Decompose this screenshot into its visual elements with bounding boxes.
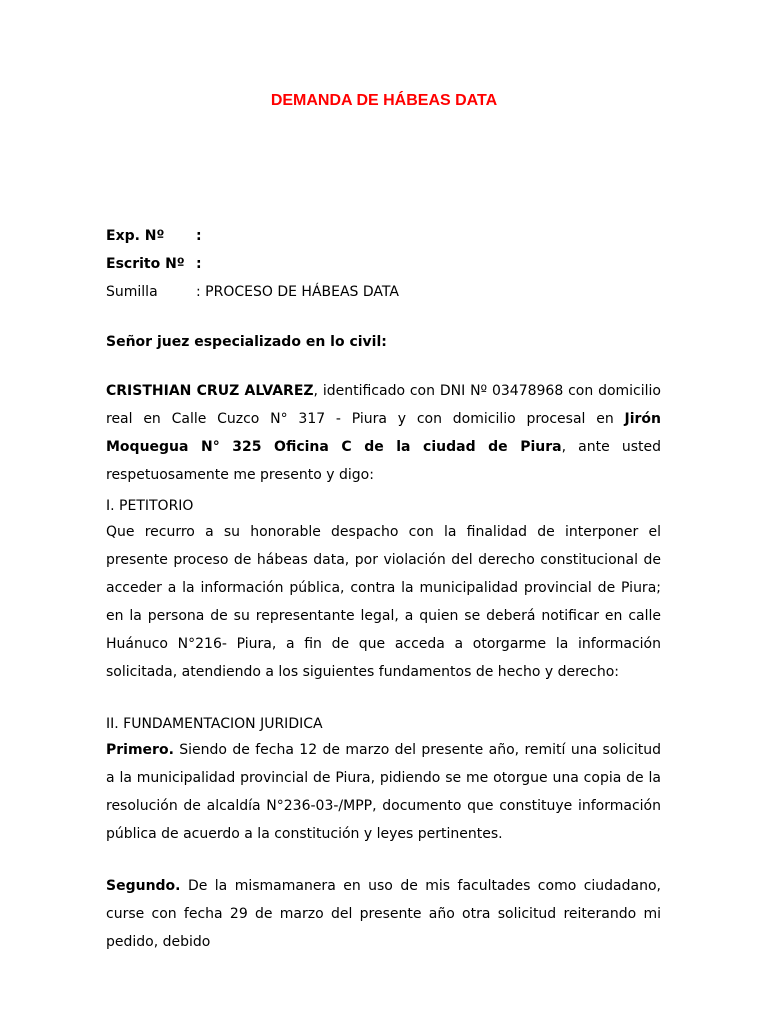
primero-paragraph <box>106 736 661 848</box>
procedural-address: Jirón Moquegua N° 325 Oficina C de la ciudad de Piura <box>106 411 661 455</box>
salutation: Señor juez especializado en lo civil: <box>106 334 387 350</box>
escrito-value: : <box>196 256 202 272</box>
segundo-text: De la mismamanera en uso de mis facultades como ciudadano, curse con fecha 29 de marzo del presente año otra solicitud reiterando mi pedido, debido <box>106 878 661 950</box>
exp-field <box>106 227 202 245</box>
segundo-label: Segundo. <box>106 878 181 894</box>
petitorio-paragraph: Que recurro a su honorable despacho con la finalidad de interponer el presente proceso de hábeas data, por violación del derecho constitucional de acceder a la información pública, contra la municipalidad provincial de Piura; en la persona de su representante legal, a quien se deberá notificar en calle Huánuco N°216- Piura, a fin de que acceda a otorgarme la información solicitada, atendiendo a los siguientes fundamentos de hecho y derecho: <box>106 524 661 680</box>
primero-text: Siendo de fecha 12 de marzo del presente año, remití una solicitud a la municipalidad provincial de Piura, pidiendo se me otorgue una copia de la resolución de alcaldía N°236-03-/MPP, documento que constituye información pública de acuerdo a la constitución y leyes pertinentes. <box>106 742 661 842</box>
petitorio-heading: I. PETITORIO <box>106 498 194 514</box>
segundo-paragraph <box>106 872 661 956</box>
document-title: DEMANDA DE HÁBEAS DATA <box>270 92 498 109</box>
plaintiff-name: CRISTHIAN CRUZ ALVAREZ <box>106 383 314 399</box>
sumilla-field <box>106 283 399 301</box>
sumilla-value: : PROCESO DE HÁBEAS DATA <box>196 284 399 300</box>
sumilla-label: Sumilla <box>106 284 158 300</box>
primero-label: Primero. <box>106 742 174 758</box>
exp-label: Exp. Nº <box>106 228 165 244</box>
intro-text-1: , identificado con DNI Nº 03478968 con domicilio real en Calle Cuzco N° 317 - Piura y con domicilio procesal en <box>106 383 661 427</box>
escrito-field <box>106 255 202 273</box>
intro-paragraph <box>106 377 661 489</box>
intro-text-2: , ante usted respetuosamente me presento y digo: <box>106 439 661 483</box>
escrito-label: Escrito Nº <box>106 256 185 272</box>
exp-value: : <box>196 228 202 244</box>
fundamentacion-heading: II. FUNDAMENTACION JURIDICA <box>106 716 323 732</box>
